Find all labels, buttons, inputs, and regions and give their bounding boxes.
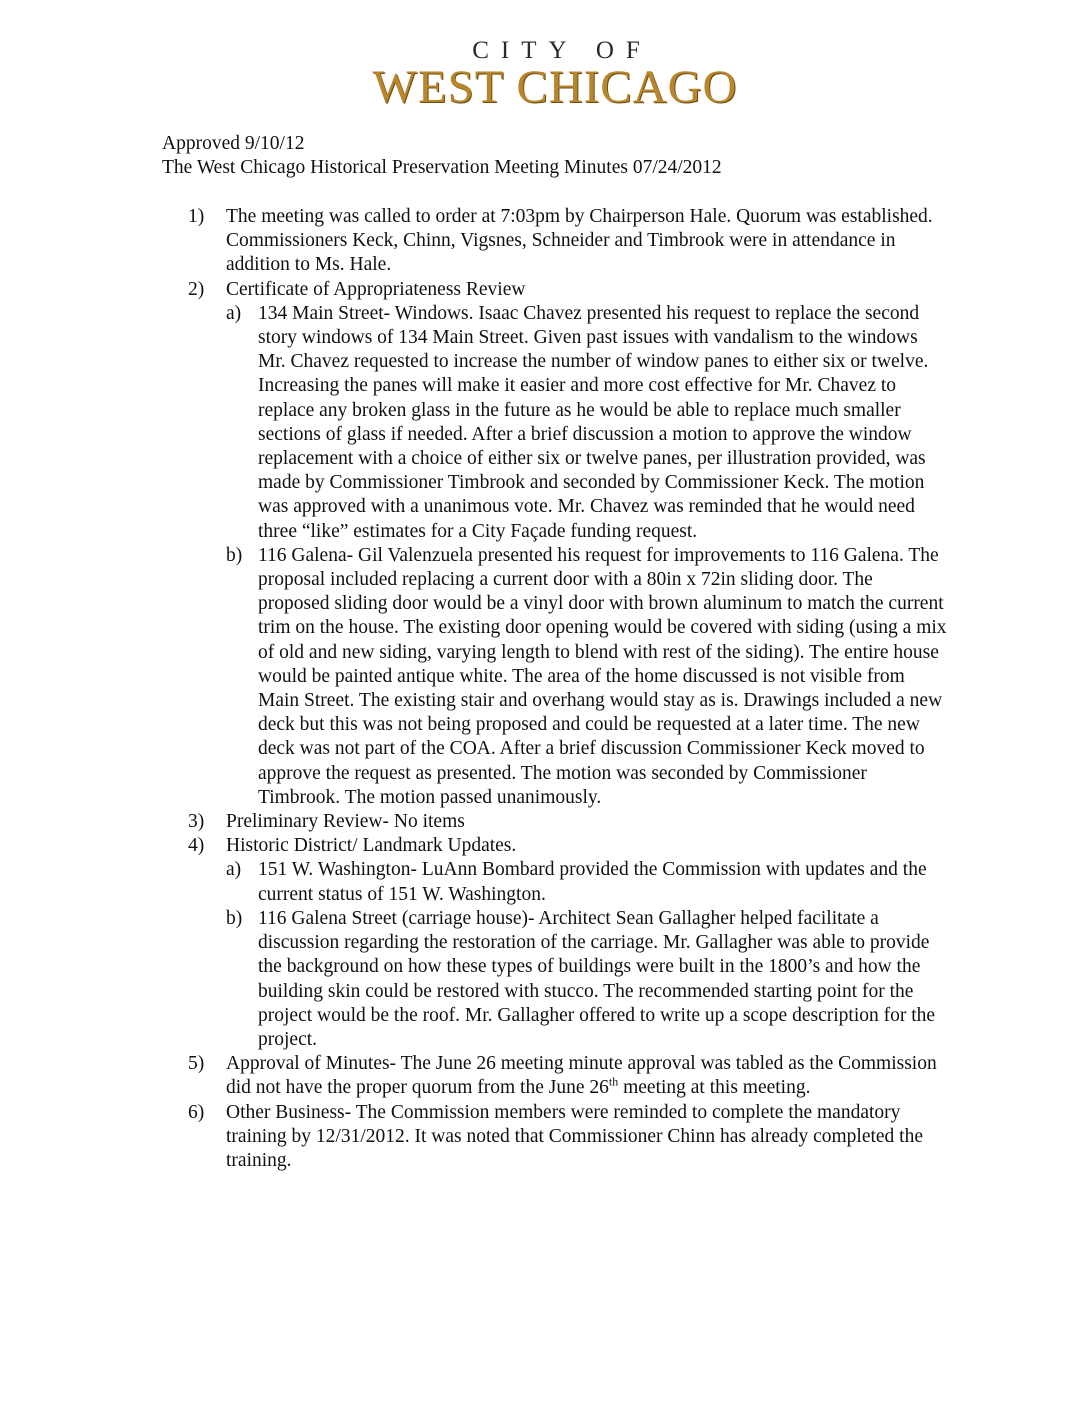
minutes-title: The West Chicago Historical Preservation Meeting Minutes 07/24/2012 xyxy=(162,157,722,178)
agenda-item-2 xyxy=(188,278,948,810)
sub-item-number: a) xyxy=(226,859,242,881)
agenda-item-5 xyxy=(188,1052,948,1100)
item-number: 6) xyxy=(188,1101,205,1123)
logo-west-chicago: WEST CHICAGO xyxy=(372,61,738,113)
item-text-continued: meeting at this meeting. xyxy=(618,1077,811,1099)
sub-item-text: 116 Galena- Gil Valenzuela presented his request for improvements to 116 Galena. The proposal included replacing a current door with a 80in x 72in sliding door. The proposed sliding door would be a vinyl door with brown aluminum to match the current trim on the house. The existing door opening would be covered with siding (using a mix of old and new siding, varying length to blend with rest of the siding). The entire house would be painted antique white. The area of the home discussed is not visible from Main Street. The existing stair and overhang would stay as is. Drawings included a new deck but this was not being proposed and could be requested at a later time. The new deck was not part of the COA. After a brief discussion Commissioner Keck moved to approve the request as presented. The motion was seconded by Commissioner Timbrook. The motion passed unanimously. xyxy=(258,544,947,808)
item-text: Certificate of Appropriateness Review xyxy=(226,278,526,300)
sub-item-4b xyxy=(226,907,948,1052)
item-number: 3) xyxy=(188,811,205,833)
ordinal-suffix: th xyxy=(608,1074,619,1089)
approved-line: Approved 9/10/12 xyxy=(162,133,305,154)
item-text: Approval of Minutes- The June 26 meeting minute approval was tabled as the Commission did not have the proper quorum from the June 26 xyxy=(226,1053,937,1099)
sub-item-number: b) xyxy=(226,544,243,566)
sub-item-number: a) xyxy=(226,302,242,324)
item-number: 2) xyxy=(188,278,205,300)
agenda-item-1 xyxy=(188,205,948,278)
city-logo xyxy=(360,37,750,113)
item-text: The meeting was called to order at 7:03pm by Chairperson Hale. Quorum was established. Commissioners Keck, Chinn, Vigsnes, Schneider and Timbrook were in attendance in addition to Ms. Hale. xyxy=(226,206,933,276)
sub-item-text: 134 Main Street- Windows. Isaac Chavez presented his request to replace the second story windows of 134 Main Street. Given past issues with vandalism to the windows Mr. Chavez requested to increase the number of window panes to either six or twelve. Increasing the panes will make it easier and more cost effective for Mr. Chavez to replace any broken glass in the future as he would be able to replace much smaller sections of glass if needed. After a brief discussion a motion to approve the window replacement with a choice of either six or twelve panes, per illustration provided, was made by Commissioner Timbrook and seconded by Commissioner Keck. The motion was approved with a unanimous vote. Mr. Chavez was reminded that he would need three “like” estimates for a City Façade funding request. xyxy=(258,302,929,542)
sub-item-text: 116 Galena Street (carriage house)- Architect Sean Gallagher helped facilitate a discussion regarding the restoration of the carriage. Mr. Gallagher was able to provide the background on how these types of buildings were built in the 1800’s and how the building skin could be restored with stucco. The recommended starting point for the project would be the roof. Mr. Gallagher offered to write up a scope description for the project. xyxy=(258,907,936,1050)
item-text: Preliminary Review- No items xyxy=(226,811,465,833)
agenda-item-6 xyxy=(188,1101,948,1174)
agenda-item-4 xyxy=(188,834,948,1052)
item-number: 1) xyxy=(188,206,205,227)
sub-item-4a xyxy=(226,858,948,906)
minutes-body xyxy=(188,205,948,1173)
item-text: Other Business- The Commission members were reminded to complete the mandatory training by 12/31/2012. It was noted that Commissioner Chinn has already completed the training. xyxy=(226,1101,924,1171)
item-number: 5) xyxy=(188,1053,205,1075)
sub-item-number: b) xyxy=(226,907,243,929)
sub-item-text: 151 W. Washington- LuAnn Bombard provided the Commission with updates and the current status of 151 W. Washington. xyxy=(258,859,927,905)
sub-item-2a xyxy=(226,302,948,544)
sub-item-2b xyxy=(226,544,948,810)
item-text: Historic District/ Landmark Updates. xyxy=(226,835,517,857)
document-header xyxy=(162,132,962,180)
agenda-item-3 xyxy=(188,810,948,834)
logo-city-of: CITY OF xyxy=(472,37,652,64)
agenda-list xyxy=(188,205,948,1173)
item-number: 4) xyxy=(188,835,205,857)
